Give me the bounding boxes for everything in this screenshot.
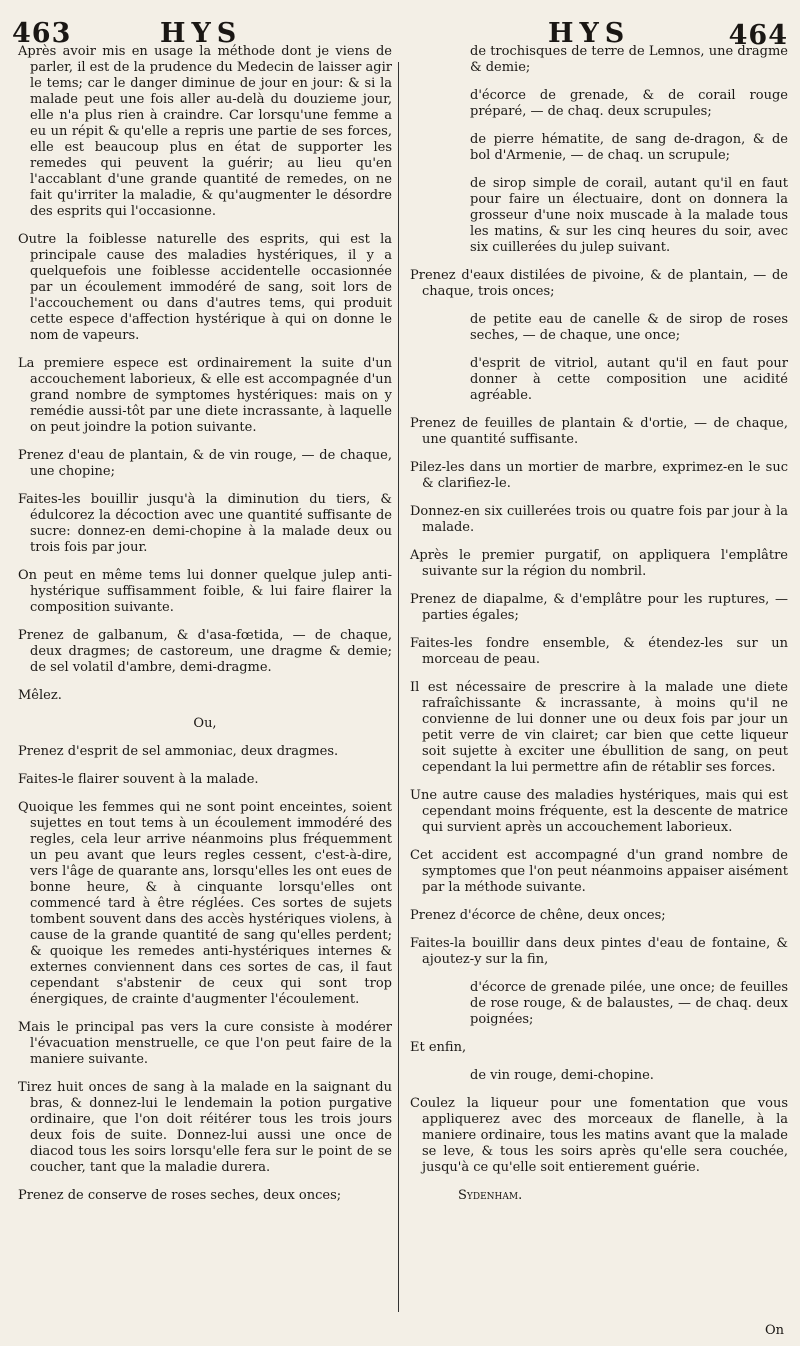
recipe: Prenez de galbanum, & d'asa-fœtida, — de chaque, deux dragmes; de castoreum, une dragme & demie; de sel volatil d'ambre, demi-dragme. [18,628,392,675]
recipe-line: d'écorce de grenade, & de corail rouge préparé, — de chaq. deux scrupules; [470,88,788,119]
recipe: Prenez d'eaux distilées de pivoine, & de plantain, — de chaque, trois onces; [410,268,788,299]
page-number-right: 464 [728,20,788,51]
paragraph: Après avoir mis en usage la méthode dont je viens de parler, il est de la prudence du Medecin de laisser agir le tems; car le danger diminue de jour en jour: & si la malade peut une fois aller au-delà du douzieme jour, elle n'a plus rien à craindre. Car lorsqu'une femme a eu un répit & qu'elle a repris une partie de ses forces, elle est beaucoup plus en état de supporter les remedes qui peuvent la guérir; au lieu qu'en l'accablant d'une grande quantité de remedes, on ne fait qu'irriter la maladie, & qu'augmenter le désordre des esprits qui l'occasionne. [18,44,392,219]
column-rule [398,62,399,1312]
paragraph: Faites-le flairer souvent à la malade. [18,772,259,787]
paragraph: Une autre cause des maladies hystériques, mais qui est cependant moins fréquente, est la descente de matrice qui survient après un accouchement laborieux. [410,788,788,835]
paragraph: La premiere espece est ordinairement la suite d'un accouchement laborieux, & elle est accompagnée d'un grand nombre de symptomes hystériques: mais on y remédie aussi-tôt par une diete incrassante, à laquelle on peut joindre la potion suivante. [18,356,392,435]
right-column [410,44,788,1216]
recipe: Prenez de feuilles de plantain & d'ortie, — de chaque, une quantité suffisante. [410,416,788,447]
recipe-line: de pierre hématite, de sang de-dragon, & de bol d'Armenie, — de chaq. un scrupule; [470,132,788,163]
running-head-left: HYS [160,18,243,49]
recipe-line: de trochisques de terre de Lemnos, une dragme & demie; [470,44,788,75]
paragraph: Faites-les bouillir jusqu'à la diminution du tiers, & édulcorez la décoction avec une quantité suffisante de sucre: donnez-en demi-chopine à la malade deux ou trois fois par jour. [18,492,392,555]
paragraph: Tirez huit onces de sang à la malade en la saignant du bras, & donnez-lui le lendemain la potion purgative ordinaire, que l'on doit réitérer tous les trois jours deux fois de suite. Donnez-lui aussi une once de diacod tous les soirs lorsqu'elle fera sur le point de se coucher, tant que la maladie durera. [18,1080,392,1175]
author-signature: Sydenham. [458,1188,523,1203]
page-number-left: 463 [12,18,72,49]
paragraph: Mais le principal pas vers la cure consiste à modérer l'évacuation menstruelle, ce que l'on peut faire de la maniere suivante. [18,1020,392,1067]
recipe-line: de vin rouge, demi-chopine. [470,1068,654,1083]
recipe-line: d'esprit de vitriol, autant qu'il en faut pour donner à cette composition une acidité agréable. [470,356,788,403]
recipe-line: de petite eau de canelle & de sirop de roses seches, — de chaque, une once; [470,312,788,343]
recipe: Prenez d'esprit de sel ammoniac, deux dragmes. [18,744,339,759]
paragraph: On peut en même tems lui donner quelque julep anti-hystérique suffisamment foible, & lui faire flairer la composition suivante. [18,568,392,615]
centered-line: Ou, [193,716,217,731]
left-column [18,44,392,1216]
running-head-right: HYS [548,18,631,49]
paragraph: Quoique les femmes qui ne sont point enceintes, soient sujettes en tout tems à un écoulement immodéré des regles, cela leur arrive néanmoins plus fréquemment un peu avant que leurs regles cessent, c'est-à-dire, vers l'âge de quarante ans, lorsqu'elles les ont eues de bonne heure, & à cinquante lorsqu'elles ont commencé tard à être réglées. Ces sortes de sujets tombent souvent dans des accès hystériques violens, à cause de la grande quantité de sang qu'elles perdent; & quoique les remedes anti-hystériques internes & externes conviennent dans ces sortes de cas, il faut cependant s'abstenir de ceux qui sont trop énergiques, de crainte d'augmenter l'écoulement. [18,800,392,1007]
paragraph: Faites-les fondre ensemble, & étendez-les sur un morceau de peau. [410,636,788,667]
paragraph: Outre la foiblesse naturelle des esprits, qui est la principale cause des maladies hystériques, il y a quelquefois une foiblesse accidentelle occasionnée par un écoulement immodéré de sang, soit lors de l'accouchement ou dans d'autres tems, qui produit cette espece d'affection hystérique à qui on donne le nom de vapeurs. [18,232,392,343]
paragraph: Cet accident est accompagné d'un grand nombre de symptomes que l'on peut néanmoins appaiser aisément par la méthode suivante. [410,848,788,895]
catchword: On [764,1323,784,1338]
paragraph: Après le premier purgatif, on appliquera l'emplâtre suivante sur la région du nombril. [410,548,788,579]
recipe-line: d'écorce de grenade pilée, une once; de feuilles de rose rouge, & de balaustes, — de chaq. deux poignées; [470,980,788,1027]
recipe: Prenez de conserve de roses seches, deux onces; [18,1188,342,1203]
paragraph: Donnez-en six cuillerées trois ou quatre fois par jour à la malade. [410,504,788,535]
recipe: Prenez d'eau de plantain, & de vin rouge, — de chaque, une chopine; [18,448,392,479]
paragraph: Il est nécessaire de prescrire à la malade une diete rafraîchissante & incrassante, à moins qu'il ne convienne de lui donner une ou deux fois par jour un petit verre de vin clairet; car bien que cette liqueur soit sujette à exciter une ébullition de sang, on peut cependant la lui permettre afin de rétablir ses forces. [410,680,788,775]
recipe: Prenez d'écorce de chêne, deux onces; [410,908,666,923]
paragraph: Pilez-les dans un mortier de marbre, exprimez-en le suc & clarifiez-le. [410,460,788,491]
paragraph: Faites-la bouillir dans deux pintes d'eau de fontaine, & ajoutez-y sur la fin, [410,936,788,967]
paragraph: Coulez la liqueur pour une fomentation que vous appliquerez avec des morceaux de flanelle, à la maniere ordinaire, tous les matins avant que la malade se leve, & tous les soirs après qu'elle sera couchée, jusqu'à ce qu'elle soit entierement guérie. [410,1096,788,1175]
recipe: Prenez de diapalme, & d'emplâtre pour les ruptures, — parties égales; [410,592,788,623]
paragraph: Et enfin, [410,1040,467,1055]
paragraph: Mêlez. [18,688,62,703]
recipe-line: de sirop simple de corail, autant qu'il en faut pour faire un électuaire, dont on donnera la grosseur d'une noix muscade à la malade tous les matins, & sur les cinq heures du soir, avec six cuillerées du julep suivant. [470,176,788,255]
